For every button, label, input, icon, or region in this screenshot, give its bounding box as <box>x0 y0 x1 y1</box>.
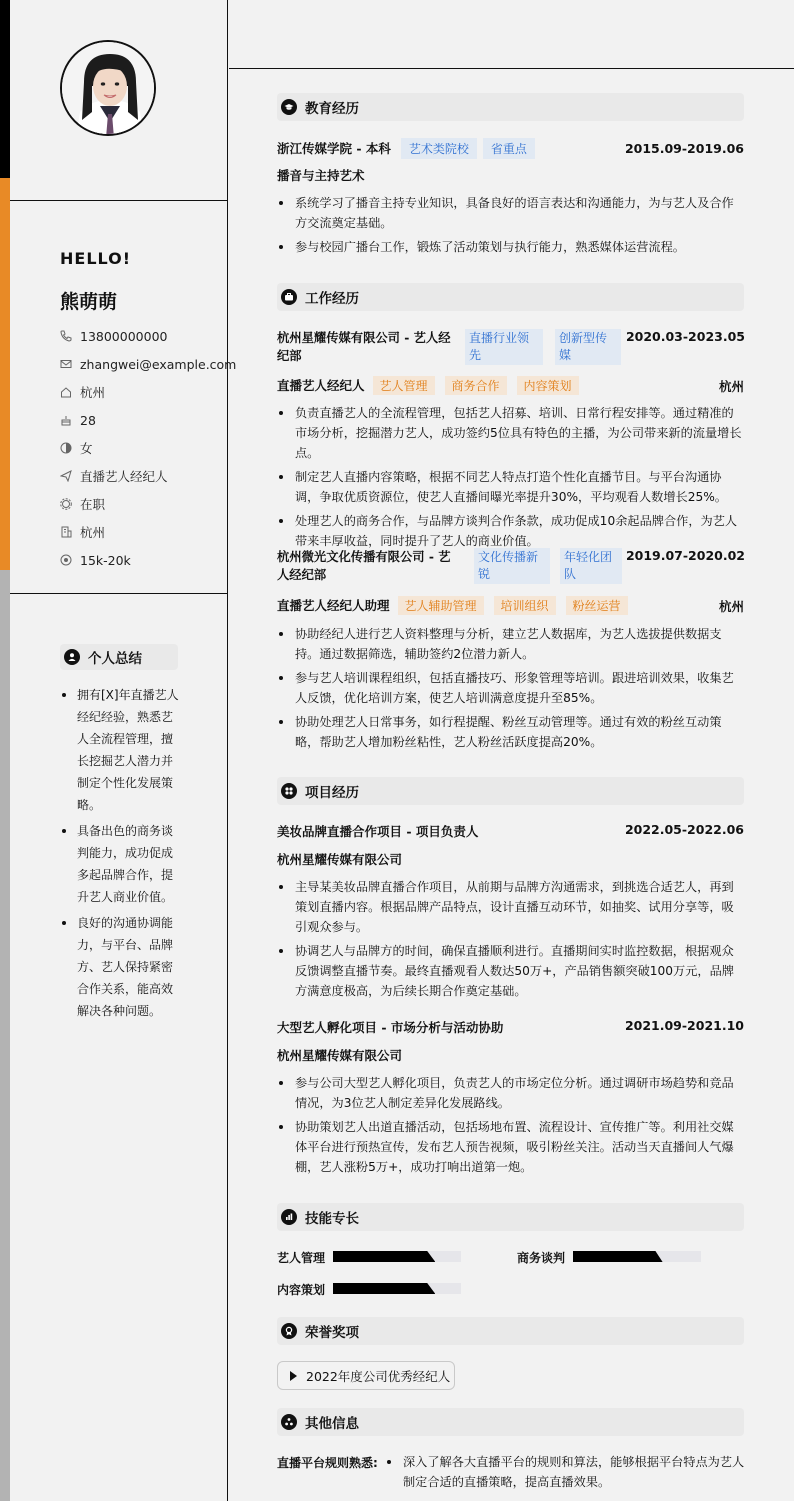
bar-chart-icon <box>281 1209 297 1225</box>
status-value: 在职 <box>80 497 106 512</box>
job-list <box>277 624 745 756</box>
project-row <box>277 822 744 840</box>
briefcase-icon <box>281 289 297 305</box>
hometown-value: 杭州 <box>80 385 106 400</box>
user-icon <box>64 649 80 665</box>
skills-header <box>277 1203 744 1231</box>
info-city <box>60 518 236 546</box>
company-tag: 年轻化团队 <box>560 548 622 584</box>
project-company: 杭州星耀传媒有限公司 <box>277 1048 403 1063</box>
skill-name: 艺人管理 <box>277 1251 326 1265</box>
skill-bar <box>573 1251 701 1262</box>
building-icon <box>60 526 72 538</box>
job-date: 2019.07-2020.02 <box>625 548 745 563</box>
email-value: zhangwei@example.com <box>80 356 237 372</box>
project-list <box>277 877 745 1005</box>
project-company: 杭州星耀传媒有限公司 <box>277 852 403 867</box>
other-label: 直播平台规则熟悉: <box>277 1456 378 1470</box>
job-item: 制定艺人直播内容策略，根据不同艺人特点打造个性化直播节目。与平台沟通协调，争取优质资源位，使艺人直播间曝光率提升30%，平均观看人数增长25%。 <box>277 467 745 507</box>
projects-title: 项目经历 <box>305 785 359 801</box>
company-tag: 创新型传媒 <box>555 329 621 365</box>
education-list <box>277 193 745 261</box>
skills-title: 技能专长 <box>305 1211 359 1227</box>
status-icon <box>60 498 72 510</box>
education-item: 参与校园广播台工作，锻炼了活动策划与执行能力，熟悉媒体运营流程。 <box>277 237 745 257</box>
other-header <box>277 1408 744 1436</box>
company-tag: 直播行业领先 <box>465 329 543 365</box>
person-name: 熊萌萌 <box>60 291 118 313</box>
skill-name: 内容策划 <box>277 1283 326 1297</box>
salary-icon <box>60 554 72 566</box>
skill-bar-fill <box>333 1251 435 1262</box>
main-content <box>229 0 794 1501</box>
play-icon <box>290 1371 297 1381</box>
skill-bar <box>333 1283 461 1294</box>
summary-item: 良好的沟通协调能力，与平台、品牌方、艺人保持紧密合作关系，能高效解决各种问题。 <box>60 912 182 1022</box>
honors-title: 荣誉奖项 <box>305 1325 359 1341</box>
education-title: 教育经历 <box>305 101 359 117</box>
award-label: 2022年度公司优秀经纪人 <box>306 1368 451 1384</box>
job-role: 直播艺人经纪人助理 <box>277 598 390 613</box>
job-role-row <box>277 376 744 395</box>
project-date: 2022.05-2022.06 <box>624 822 744 837</box>
greeting: HELLO! <box>60 249 132 268</box>
education-header <box>277 93 744 121</box>
skill-name: 商务谈判 <box>517 1251 566 1265</box>
other-title: 其他信息 <box>305 1416 359 1432</box>
summary-item: 具备出色的商务谈判能力，成功促成多起品牌合作，提升艺人商业价值。 <box>60 820 182 908</box>
project-item: 参与公司大型艺人孵化项目，负责艺人的市场定位分析。通过调研市场趋势和竞品情况，为3位艺人制定差异化发展路线。 <box>277 1073 745 1113</box>
grid-icon <box>281 783 297 799</box>
other-item: 深入了解各大直播平台的规则和算法，能够根据平台特点为艺人制定合适的直播策略，提高直播效果。 <box>385 1452 745 1492</box>
project-name: 美妆品牌直播合作项目 - 项目负责人 <box>277 824 479 839</box>
phone-value: 13800000000 <box>80 328 168 344</box>
job-role: 直播艺人经纪人 <box>277 378 365 393</box>
project-date: 2021.09-2021.10 <box>624 1018 744 1033</box>
skill-bar <box>333 1251 461 1262</box>
job-city: 杭州 <box>718 378 744 394</box>
other-list <box>385 1452 745 1496</box>
salary-value: 15k-20k <box>80 552 131 568</box>
project-item: 主导某美妆品牌直播合作项目，从前期与品牌方沟通需求，到挑选合适艺人，再到策划直播内容。根据品牌产品特点，设计直播互动环节，如抽奖、试用分享等，吸引观众参与。 <box>277 877 745 937</box>
major: 播音与主持艺术 <box>277 168 365 183</box>
mail-icon <box>60 358 72 370</box>
job-item: 协助经纪人进行艺人资料整理与分析，建立艺人数据库，为艺人选拔提供数据支持。通过数据筛选，辅助签约2位潜力新人。 <box>277 624 745 664</box>
award-icon <box>281 1323 297 1339</box>
info-gender <box>60 434 236 462</box>
job-item: 协助处理艺人日常事务，如行程提醒、粉丝互动管理等。通过有效的粉丝互动策略，帮助艺人增加粉丝粘性，艺人粉丝活跃度提高20%。 <box>277 712 745 752</box>
summary-list <box>60 684 182 1026</box>
skill-bar-fill <box>573 1251 663 1262</box>
skill-tag: 内容策划 <box>517 376 579 395</box>
info-icon <box>281 1414 297 1430</box>
sidebar-strip-black <box>0 0 10 178</box>
city-value: 杭州 <box>80 525 106 540</box>
avatar <box>60 40 156 136</box>
graduation-cap-icon <box>281 99 297 115</box>
age-value: 28 <box>80 412 96 428</box>
skill-tag: 艺人辅助管理 <box>398 596 484 615</box>
project-item: 协助策划艺人出道直播活动，包括场地布置、流程设计、宣传推广等。利用社交媒体平台进行预热宣传，发布艺人预告视频，吸引粉丝关注。活动当天直播间人气爆棚，艺人涨粉5万+，成功打响出道第一炮。 <box>277 1117 745 1177</box>
info-email <box>60 350 236 378</box>
job-role-row <box>277 596 744 615</box>
info-home <box>60 378 236 406</box>
education-row <box>277 138 744 159</box>
job-city: 杭州 <box>718 598 744 614</box>
job-date: 2020.03-2023.05 <box>625 329 745 344</box>
info-status <box>60 490 236 518</box>
school-name: 浙江传媒学院 - 本科 <box>277 141 391 156</box>
info-position <box>60 462 236 490</box>
job-item: 参与艺人培训课程组织，包括直播技巧、形象管理等培训。跟进培训效果，收集艺人反馈，优化培训方案，使艺人培训满意度提升至85%。 <box>277 668 745 708</box>
phone-icon <box>60 330 72 342</box>
summary-title: 个人总结 <box>88 651 142 667</box>
sidebar <box>0 0 237 1501</box>
info-salary <box>60 546 236 574</box>
job-company: 杭州星耀传媒有限公司 - 艺人经纪部 <box>277 331 451 363</box>
skill-tag: 商务合作 <box>445 376 507 395</box>
sidebar-strip-orange <box>0 178 10 570</box>
school-tag: 省重点 <box>483 138 535 159</box>
skill-tag: 粉丝运营 <box>566 596 628 615</box>
job-item: 负责直播艺人的全流程管理，包括艺人招募、培训、日常行程安排等。通过精准的市场分析，挖掘潜力艺人，成功签约5位具有特色的主播，为公司带来新的流量增长点。 <box>277 403 745 463</box>
work-header <box>277 283 744 311</box>
contact-info <box>60 322 236 574</box>
company-tag: 文化传播新锐 <box>474 548 550 584</box>
home-icon <box>60 386 72 398</box>
summary-header <box>60 644 178 670</box>
education-date: 2015.09-2019.06 <box>624 141 744 156</box>
job-item: 处理艺人的商务合作，与品牌方谈判合作条款，成功促成10余起品牌合作，为艺人带来丰厚收益，同时提升了艺人的商业价值。 <box>277 511 745 551</box>
award-item[interactable] <box>277 1361 455 1390</box>
job-company: 杭州微光文化传播有限公司 - 艺人经纪部 <box>277 550 451 582</box>
project-name: 大型艺人孵化项目 - 市场分析与活动协助 <box>277 1020 504 1035</box>
skill-tag: 艺人管理 <box>373 376 435 395</box>
projects-header <box>277 777 744 805</box>
education-item: 系统学习了播音主持专业知识，具备良好的语言表达和沟通能力，为与艺人及合作方交流奠定基础。 <box>277 193 745 233</box>
send-icon <box>60 470 72 482</box>
school-tag: 艺术类院校 <box>401 138 477 159</box>
honors-header <box>277 1317 744 1345</box>
position-value: 直播艺人经纪人 <box>80 469 168 484</box>
info-age <box>60 406 236 434</box>
top-divider <box>229 68 794 69</box>
job-list <box>277 403 745 555</box>
gender-value: 女 <box>80 441 93 456</box>
project-row <box>277 1018 744 1036</box>
work-title: 工作经历 <box>305 291 359 307</box>
skill-tag: 培训组织 <box>494 596 556 615</box>
divider <box>10 200 227 201</box>
divider <box>10 593 227 594</box>
info-phone <box>60 322 236 350</box>
sidebar-strip-gray <box>0 570 10 1501</box>
summary-item: 拥有[X]年直播艺人经纪经验，熟悉艺人全流程管理，擅长挖掘艺人潜力并制定个性化发展策略。 <box>60 684 182 816</box>
cake-icon <box>60 414 72 426</box>
project-item: 协调艺人与品牌方的时间，确保直播顺利进行。直播期间实时监控数据，根据观众反馈调整直播节奏。最终直播观看人数达50万+，产品销售额突破100万元，品牌方满意度极高，为后续长期合作奠定基础。 <box>277 941 745 1001</box>
project-list <box>277 1073 745 1181</box>
skill-bar-fill <box>333 1283 435 1294</box>
gender-icon <box>60 442 72 454</box>
